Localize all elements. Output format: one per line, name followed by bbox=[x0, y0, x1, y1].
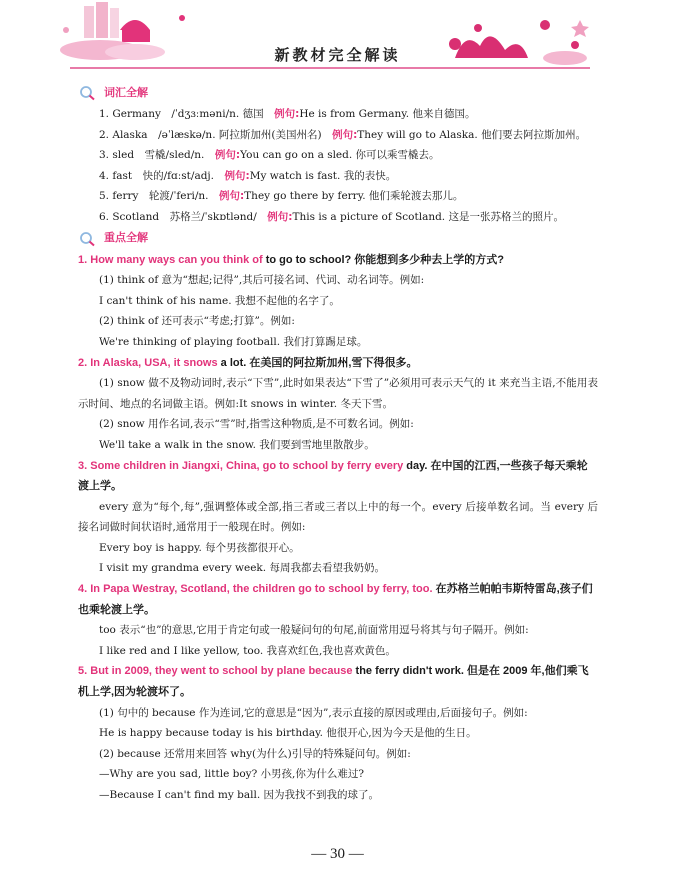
point-5-heading: 5. But in 2009, they went to school by plane because the ferry didn't work. 但是在 2009 年,他们乘飞机上学,因为轮渡坏了。 bbox=[78, 665, 589, 699]
point-2-example: We'll take a walk in the snow. 我们要到雪地里散散步。 bbox=[99, 438, 375, 451]
point-3-note: every 意为“每个,每”,强调整体或全部,指三者或三者以上中的每一个。every 后接单数名词。当 every 后接名词做时间状语时,通常用于一般现在时。例如: bbox=[78, 500, 598, 534]
example-label: 例句: bbox=[218, 190, 245, 203]
magnifier-icon bbox=[78, 85, 98, 101]
page-header bbox=[0, 0, 675, 74]
point-3-example: Every boy is happy. 每个男孩都很开心。 bbox=[99, 541, 300, 554]
vocab-item: 3. sled 雪橇/sled/n. 例句:You can go on a sled. 你可以乘雪橇去。 bbox=[99, 149, 440, 162]
point-4-note: too 表示“也”的意思,它用于肯定句或一般疑问句的句尾,前面常用逗号将其与句子隔开。例如: bbox=[99, 624, 529, 637]
point-2-note: (2) snow 用作名词,表示“雪”时,指雪这种物质,是不可数名词。例如: bbox=[99, 418, 414, 431]
points-section-title: 重点全解 bbox=[104, 231, 148, 245]
point-5-note: (1) 句中的 because 作为连词,它的意思是“因为”,表示直接的原因或理由,后面接句子。例如: bbox=[99, 706, 528, 719]
example-label: 例句: bbox=[274, 108, 300, 120]
vocab-item: 1. Germany /ˈdʒɜːməni/n. 德国 例句:He is from Germany. 他来自德国。 bbox=[99, 108, 476, 120]
vocab-section-title: 词汇全解 bbox=[104, 85, 148, 99]
point-1-heading: 1. How many ways can you think of to go to school? 你能想到多少种去上学的方式? bbox=[78, 253, 505, 266]
page-content bbox=[78, 82, 598, 806]
point-3-heading: 3. Some children in Jiangxi, China, go to school by ferry every day. 在中国的江西,一些孩子每天乘轮渡上学。 bbox=[78, 459, 588, 493]
vocab-item: 4. fast 快的/fɑːst/adj. 例句:My watch is fast. 我的表快。 bbox=[99, 169, 397, 182]
header-title: 新教材完全解读 bbox=[274, 46, 401, 64]
point-1-note: (2) think of 还可表示“考虑;打算”。例如: bbox=[99, 315, 295, 328]
point-5-dialogue: —Because I can't find my ball. 因为我找不到我的球了。 bbox=[99, 789, 380, 801]
point-2-heading: 2. In Alaska, USA, it snows a lot. 在美国的阿拉斯加州,雪下得很多。 bbox=[78, 356, 418, 369]
point-4-heading: 4. In Papa Westray, Scotland, the children go to school by ferry, too. 在苏格兰帕帕韦斯特雷岛,孩子们也乘轮渡上学。 bbox=[78, 583, 593, 616]
vocab-item: 5. ferry 轮渡/ˈferi/n. 例句:They go there by ferry. 他们乘轮渡去那儿。 bbox=[99, 190, 464, 203]
point-5-dialogue: —Why are you sad, little boy? 小男孩,你为什么难过? bbox=[99, 768, 365, 781]
header-divider bbox=[70, 67, 590, 69]
points-section-heading bbox=[78, 228, 598, 250]
point-1-note: (1) think of 意为“想起;记得”,其后可接名词、代词、动名词等。例如: bbox=[99, 274, 425, 287]
point-5-note: (2) because 还常用来回答 why(为什么)引导的特殊疑问句。例如: bbox=[99, 747, 411, 760]
point-5-example: He is happy because today is his birthday. 他很开心,因为今天是他的生日。 bbox=[99, 727, 477, 740]
point-1-example: We're thinking of playing football. 我们打算踢足球。 bbox=[99, 335, 368, 348]
magnifier-icon bbox=[78, 231, 98, 247]
point-2-note: (1) snow 做不及物动词时,表示“下雪”,此时如果表达“下雪了”必须用可表示天气的 it 来充当主语,不能用表示时间、地点的名词做主语。例如:It snows in winter. 冬天下雪。 bbox=[78, 377, 598, 410]
vocab-section-heading bbox=[78, 82, 598, 104]
page-number: — 30 — bbox=[311, 846, 364, 862]
vocab-item: 6. Scotland 苏格兰/ˈskɒtlənd/ 例句:This is a picture of Scotland. 这是一张苏格兰的照片。 bbox=[99, 210, 564, 223]
example-label: 例句: bbox=[214, 149, 241, 162]
example-label: 例句: bbox=[224, 169, 250, 182]
point-4-example: I like red and I like yellow, too. 我喜欢红色,我也喜欢黄色。 bbox=[99, 644, 396, 657]
vocab-item: 2. Alaska /əˈlæskə/n. 阿拉斯加州(美国州名) 例句:They will go to Alaska. 他们要去阿拉斯加州。 bbox=[99, 128, 587, 141]
point-3-example: I visit my grandma every week. 每周我都去看望我奶奶。 bbox=[99, 562, 385, 575]
example-label: 例句: bbox=[267, 210, 293, 223]
point-1-example: I can't think of his name. 我想不起他的名字了。 bbox=[99, 294, 340, 307]
example-label: 例句: bbox=[332, 128, 358, 141]
